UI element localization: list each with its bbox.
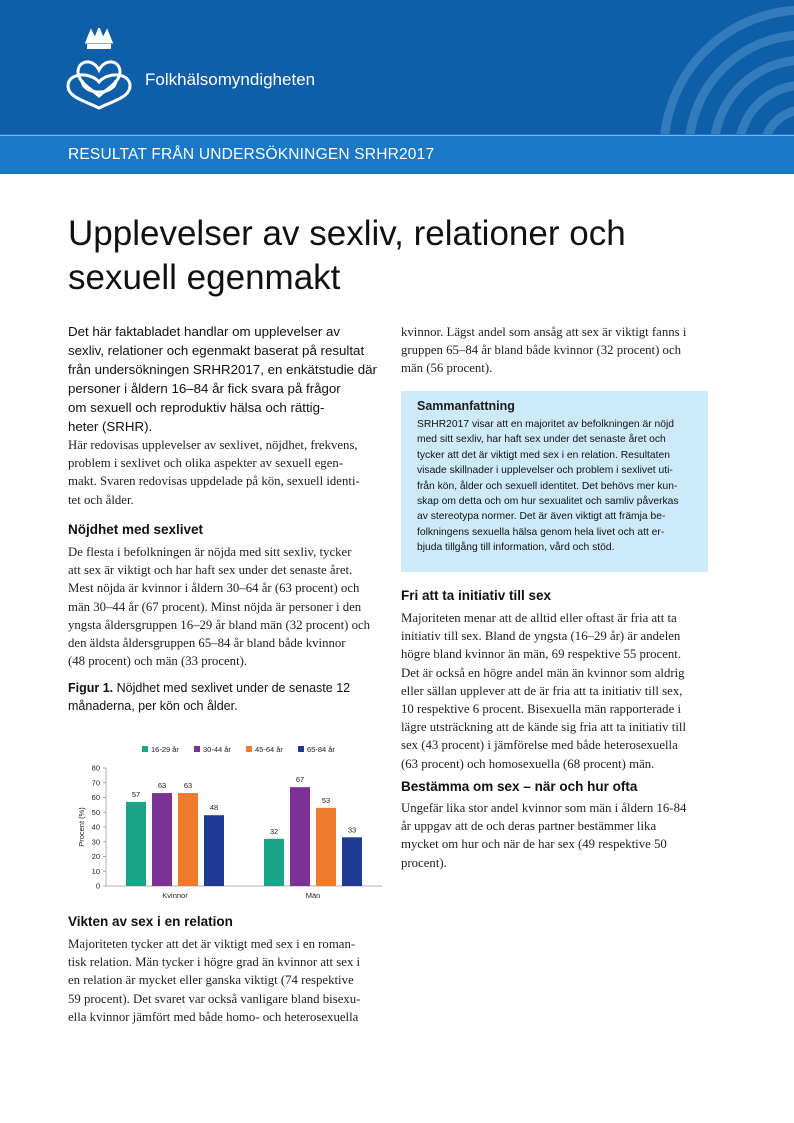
legend-label: 45-64 år (255, 745, 283, 754)
text-line: procent). (401, 855, 447, 870)
y-axis-label: Procent (%) (77, 807, 86, 847)
text-line: från kön, ålder och sexuell identitet. Det behövs mer kun- (417, 480, 678, 492)
heading-fri: Fri att ta initiativ till sex (401, 588, 552, 603)
lead-paragraph (68, 322, 388, 436)
text-line: makt. Svaren redovisas uppdelade på kön, sexuell identi- (68, 474, 360, 489)
crown-heart-logo-icon (60, 28, 138, 114)
satisfaction-bar-chart (70, 738, 390, 906)
text-line: eller sällan upplever att de är fria att ta initiativ till sex, (401, 683, 683, 698)
data-label: 57 (131, 789, 141, 799)
bar (178, 793, 198, 886)
y-tick-label: 60 (91, 793, 100, 803)
data-label: 63 (183, 781, 193, 791)
text-line: tycker att det är viktigt med sex i en relation. Resultaten (417, 449, 670, 461)
y-tick-label: 50 (91, 807, 100, 817)
text-line: Här redovisas upplevelser av sexlivet, nöjdhet, frekvens, (68, 438, 358, 452)
x-category-label: Män (305, 891, 321, 900)
text-line: män 30–44 år (67 procent). Minst nöjda är personer i den (68, 599, 362, 614)
bar (316, 808, 336, 886)
text-line: (63 procent) och homosexuella (68 procent) män. (401, 756, 655, 771)
page-title: Upplevelser av sexliv, relationer och sexuell egenmakt (68, 214, 626, 297)
continued-paragraph (401, 323, 721, 378)
text-line: lägre utsträckning att de kände sig fria att ta initiativ till (401, 720, 686, 735)
y-tick-label: 10 (91, 866, 100, 876)
text-line: Ungefär lika stor andel kvinnor som män i åldern 16-84 (401, 801, 687, 815)
lead-line: om sexuell och reproduktiv hälsa och rättig- (68, 400, 325, 415)
text-line: 10 respektive 6 procent. Bisexuella män rapporterade i (401, 702, 682, 717)
text-line: av stereotypa normer. Det är även viktigt att främja be- (417, 511, 666, 523)
decorative-arcs-icon (594, 0, 794, 134)
text-line: Majoriteten menar att de alltid eller oftast är fria att ta (401, 611, 677, 625)
text-line: tisk relation. Män tycker i högre grad än kvinnor att sex i (68, 955, 361, 970)
bar (290, 787, 310, 886)
heading-bestamma: Bestämma om sex – när och hur ofta (401, 779, 638, 794)
text-line: gruppen 65–84 år bland både kvinnor (32 procent) och (401, 343, 682, 358)
lead-line: personer i åldern 16–84 år fick svara på frågor (68, 381, 341, 396)
legend-swatch (194, 746, 200, 752)
text-line: mycket om hur och när de har sex (49 respektive 50 (401, 837, 667, 852)
figure-caption-text: Nöjdhet med sexlivet under de senaste 12 (113, 681, 351, 695)
text-line: män (56 procent). (401, 361, 493, 376)
intro-paragraph (68, 436, 388, 509)
text-line: 59 procent). Det svaret var också vanligare bland bisexu- (68, 991, 361, 1006)
nojdhet-paragraph (68, 543, 388, 670)
heading-vikten: Vikten av sex i en relation (68, 914, 233, 929)
bar (204, 815, 224, 886)
heading-nojdhet: Nöjdhet med sexlivet (68, 522, 204, 537)
text-line: högre bland kvinnor än män, 69 respektive 55 procent. (401, 647, 682, 662)
y-tick-label: 0 (95, 881, 100, 891)
legend-label: 30-44 år (203, 745, 231, 754)
legend-label: 65-84 år (307, 745, 335, 754)
text-line: tet och ålder. (68, 492, 134, 507)
data-label: 33 (347, 825, 357, 835)
text-line: en relation är mycket eller ganska viktigt (74 respektive (68, 973, 354, 988)
data-label: 53 (321, 795, 331, 805)
legend-swatch (142, 746, 148, 752)
legend-swatch (246, 746, 252, 752)
text-line: De flesta i befolkningen är nöjda med sitt sexliv, tycker (68, 545, 352, 559)
lead-line: Det här faktabladet handlar om upplevelser av (68, 324, 341, 339)
bar (264, 839, 284, 886)
data-label: 48 (209, 803, 219, 813)
summary-box (401, 391, 708, 572)
text-line: år uppgav att de och deras partner bestämmer lika (401, 819, 657, 834)
text-line: sex (43 procent) i jämförelse med både heterosexuella (401, 738, 678, 753)
text-line: folkningens sexuella hälsa genom hela livet och att er- (417, 526, 665, 538)
brand-name: Folkhälsomyndigheten (145, 70, 316, 89)
summary-text (417, 417, 699, 556)
band-divider (0, 135, 794, 136)
bar (152, 793, 172, 886)
bestamma-paragraph (401, 799, 721, 872)
lead-line: från undersökningen SRHR2017, en enkätstudie där (68, 362, 377, 377)
text-line: kvinnor. Lägst andel som ansåg att sex är viktigt fanns i (401, 325, 687, 339)
figure-caption (68, 679, 388, 715)
data-label: 32 (269, 826, 279, 836)
bar (342, 837, 362, 886)
y-tick-label: 80 (91, 763, 100, 773)
figure-label: Figur 1. (68, 681, 114, 695)
text-line: den äldsta åldersgruppen 65–84 år bland både kvinnor (68, 636, 346, 651)
lead-line: heter (SRHR). (68, 419, 153, 434)
y-tick-label: 30 (91, 837, 100, 847)
text-line: yngsta åldersgruppen 16–29 år bland män (32 procent) och (68, 617, 371, 632)
text-line: (48 procent) och män (33 procent). (68, 654, 248, 669)
data-label: 63 (157, 781, 167, 791)
text-line: med sitt sexliv, har haft sex under det senaste året och (417, 434, 666, 446)
legend-label: 16-29 år (151, 745, 179, 754)
x-category-label: Kvinnor (162, 891, 188, 900)
text-line: initiativ till sex. Bland de yngsta (16–29 år) är andelen (401, 629, 681, 644)
text-line: problem i sexlivet och olika aspekter av sexuell egen- (68, 456, 344, 471)
text-line: Mest nöjda är kvinnor i åldern 30–64 år (63 procent) och (68, 581, 360, 596)
y-tick-label: 20 (91, 852, 100, 862)
data-label: 67 (295, 775, 305, 785)
fri-paragraph (401, 609, 721, 773)
vikten-paragraph (68, 935, 388, 1026)
y-tick-label: 40 (91, 822, 100, 832)
bar (126, 802, 146, 886)
figure-caption-text: månaderna, per kön och ålder. (68, 699, 238, 713)
text-line: Majoriteten tycker att det är viktigt med sex i en roman- (68, 937, 356, 951)
legend-swatch (298, 746, 304, 752)
text-line: SRHR2017 visar att en majoritet av befolkningen är nöjd (417, 419, 674, 430)
text-line: visade skillnader i upplevelser och problem i sexlivet uti- (417, 465, 673, 477)
text-line: skap om detta och om hur sexualitet och samliv påverkas (417, 496, 679, 508)
report-band-title: RESULTAT FRÅN UNDERSÖKNINGEN SRHR2017 (68, 146, 435, 163)
text-line: att sex är viktigt och har haft sex under det senaste året. (68, 563, 353, 578)
lead-line: sexliv, relationer och egenmakt baserat på resultat (68, 343, 365, 358)
text-line: bjuda tillgång till information, vård och stöd. (417, 542, 615, 554)
text-line: Det är också en högre andel män än kvinnor som aldrig (401, 665, 685, 680)
page-header (0, 0, 794, 134)
summary-title: Sammanfattning (417, 399, 515, 413)
y-tick-label: 70 (91, 778, 100, 788)
text-line: ella kvinnor jämfört med både homo- och heterosexuella (68, 1009, 359, 1024)
